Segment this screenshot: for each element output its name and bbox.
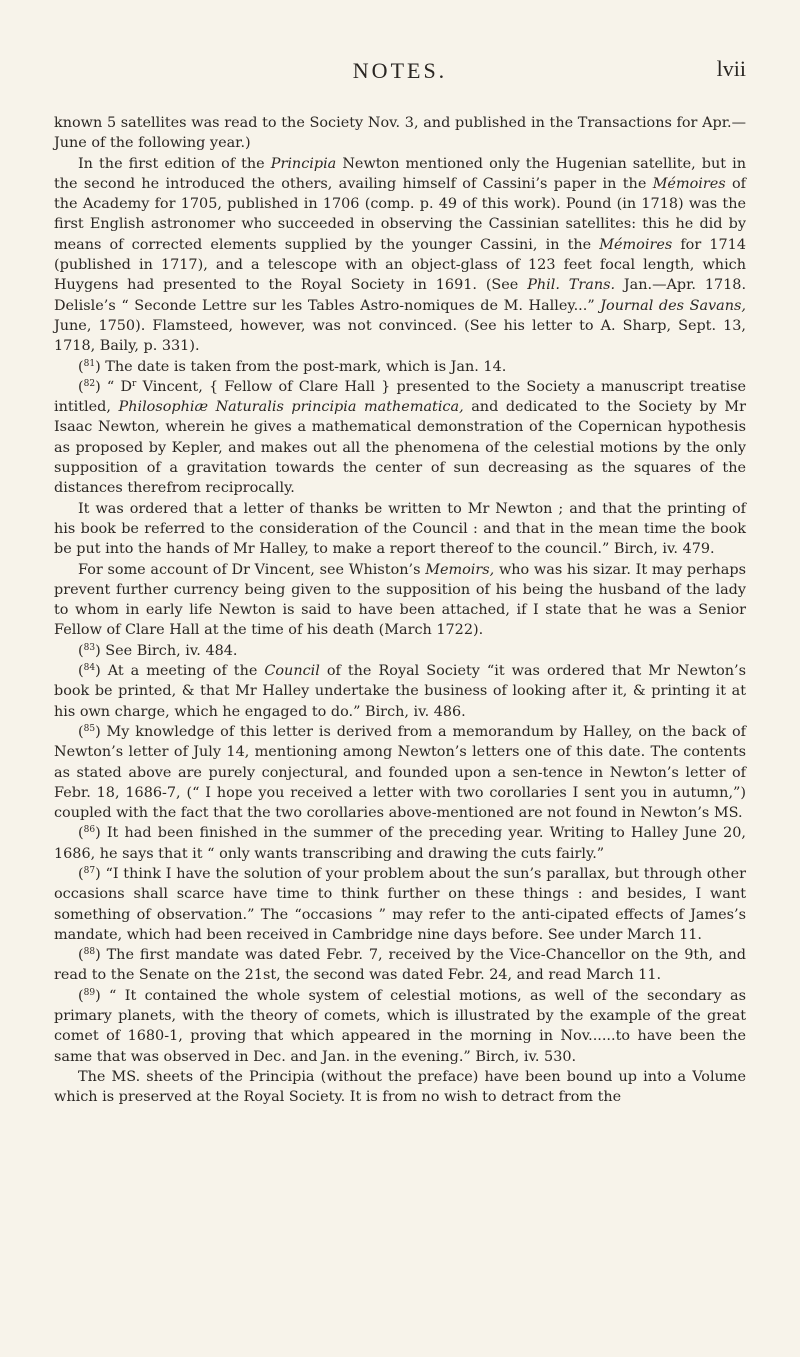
note-paragraph bbox=[54, 986, 746, 1067]
note-paragraph bbox=[54, 154, 746, 357]
note-paragraph bbox=[54, 560, 746, 641]
text-run: ( bbox=[78, 947, 84, 964]
running-header bbox=[54, 52, 746, 88]
text-run: Newton mentioned only the Hugenian satellite, but in the second he introduced the others, availing himself of Cassini’s paper in the bbox=[54, 155, 746, 192]
note-paragraph bbox=[54, 661, 746, 722]
text-run: ) My knowledge of this letter is derived from a memorandum by Halley, on the back of Newton’s letter of July 14, mentioning among Newton’s letters one of this date. The contents as stated above are purely conjectural, and founded upon a sen-tence in Newton’s letter of Febr. 18, 1686-7, (“ I hope you received a letter with two corollaries I sent you in autumn,”) coupled with the fact that the two corollaries above-mentioned are not found in Newton’s MS. bbox=[54, 723, 746, 822]
note-paragraph bbox=[54, 945, 746, 986]
text-run: ( bbox=[78, 642, 84, 659]
italic-title: Journal des Savans, bbox=[600, 297, 746, 314]
running-title: NOTES. bbox=[352, 58, 448, 83]
text-run: ) At a meeting of the bbox=[95, 663, 265, 680]
notes-body bbox=[54, 113, 746, 1108]
text-run: ) The first mandate was dated Febr. 7, received by the Vice-Chancellor on the 9th, and read to the Senate on the 21st, the second was dated Febr. 24, and read March 11. bbox=[54, 947, 746, 984]
italic-title: Mémoires bbox=[599, 236, 673, 253]
text-run: of the Royal Society “it was ordered that Mr Newton’s book be printed, & that Mr Halley undertake the business of looking after it, & printing it at his own charge, which he engaged to do.” Birch, iv. 486. bbox=[54, 663, 746, 720]
note-number: r bbox=[132, 378, 137, 389]
text-run: who was his sizar. It may perhaps prevent further currency being given to the supposition of his being the husband of the lady to whom in early life Newton is said to have been attached, if I state that he was a Senior Fellow of Clare Hall at the time of his death (March 1722). bbox=[54, 561, 746, 639]
text-run: ) It had been finished in the summer of the preceding year. Writing to Halley June 20, 1686, he says that it “ only wants transcribing and drawing the cuts fairly.” bbox=[54, 825, 746, 862]
italic-title: Principia bbox=[270, 155, 337, 172]
text-run: ) “I think I have the solution of your problem about the sun’s parallax, but through other occasions shall scarce have time to think further on these things : and besides, I want something of observation.” The “occasions ” may refer to the anti-cipated effects of James’s mandate, which had been received in Cambridge nine days before. See under March 11. bbox=[54, 865, 746, 943]
text-run: ( bbox=[78, 663, 84, 680]
italic-title: Mémoires bbox=[652, 175, 726, 192]
text-run: and dedicated to the Society by Mr Isaac Newton, wherein he gives a mathematical demonstration of the Copernican hypothesis as proposed by Kepler, and makes out all the phenomena of the celestial motions by the only supposition of a gravitation towards the center of sun decreasing as the squares of the distances therefrom reciprocally. bbox=[54, 399, 746, 497]
text-run: It was ordered that a letter of thanks be written to Mr Newton ; and that the printing of his book be referred to the consideration of the Council : and that in the mean time the book be put into the hands of Mr Halley, to make a report thereof to the council.” Birch, iv. 479. bbox=[54, 500, 746, 558]
note-paragraph bbox=[54, 641, 746, 661]
text-run: of the Academy for 1705, published in 1706 (comp. p. 49 of this work). Pound (in 1718) was the first English astronomer who succeeded in observing the Cassinian satellites: this he did by means of corrected elements supplied by the younger Cassini, in the bbox=[54, 175, 746, 253]
text-run: June, 1750). Flamsteed, however, was not convinced. (See his letter to A. Sharp, Sept. 13, 1718, Baily, p. 331). bbox=[54, 317, 746, 355]
note-number: 87 bbox=[83, 865, 96, 876]
text-run: ( bbox=[78, 378, 84, 395]
italic-title: Philosophiæ Naturalis principia mathematica, bbox=[118, 399, 464, 416]
text-run: ( bbox=[78, 865, 84, 882]
italic-title: Phil. Trans. bbox=[527, 277, 616, 294]
note-number: 84 bbox=[83, 663, 96, 674]
text-run: ( bbox=[78, 358, 84, 375]
text-run: ) The date is taken from the post-mark, which is Jan. 14. bbox=[95, 358, 507, 375]
note-number: 82 bbox=[83, 378, 96, 389]
note-paragraph bbox=[54, 722, 746, 823]
text-run: known 5 satellites was read to the Society Nov. 3, and published in the Transactions for Apr.—June of the following year.) bbox=[54, 115, 746, 152]
text-run: In the first edition of the bbox=[78, 155, 271, 172]
italic-title: Council bbox=[264, 663, 320, 680]
text-run: ) “ It contained the whole system of celestial motions, as well of the secondary as primary planets, with the theory of comets, which is illustrated by the example of the great comet of 1680-1, proving that which appeared in the morning in Nov......to have been the same that was observed in Dec. and Jan. in the evening.” Birch, iv. 530. bbox=[54, 987, 746, 1065]
text-run: ( bbox=[78, 723, 84, 740]
note-paragraph bbox=[54, 864, 746, 945]
note-paragraph bbox=[54, 499, 746, 560]
note-paragraph bbox=[54, 1067, 746, 1108]
note-paragraph bbox=[54, 823, 746, 864]
text-run: ( bbox=[78, 825, 84, 842]
text-run: for 1714 (published in 1717), and a telescope with an object-glass of 123 feet focal length, which Huygens had presented to the Royal Society in 1691. (See bbox=[54, 236, 746, 294]
text-run: Vincent, { Fellow of Clare Hall } presented to the Society a manuscript treatise intitled, bbox=[54, 378, 746, 416]
page-number: lvii bbox=[716, 56, 746, 81]
text-run: ) See Birch, iv. 484. bbox=[95, 642, 238, 659]
text-run: ( bbox=[78, 987, 84, 1004]
text-run: Jan.—Apr. 1718. Delisle’s “ Seconde Lettre sur les Tables Astro-nomiques de M. Halley...” bbox=[54, 277, 747, 314]
note-number: 89 bbox=[83, 987, 96, 998]
note-number: 83 bbox=[83, 642, 96, 653]
italic-title: Memoirs, bbox=[425, 561, 495, 578]
note-number: 85 bbox=[83, 723, 96, 734]
note-paragraph bbox=[54, 113, 746, 154]
text-run: The MS. sheets of the Principia (without the preface) have been bound up into a Volume which is preserved at the Royal Society. It is from no wish to detract from the bbox=[54, 1068, 746, 1106]
note-number: 86 bbox=[83, 825, 96, 836]
text-run: For some account of Dr Vincent, see Whiston’s bbox=[78, 561, 426, 578]
note-number: 88 bbox=[83, 947, 96, 958]
note-number: 81 bbox=[83, 358, 96, 369]
note-paragraph bbox=[54, 377, 746, 499]
text-run: ) “ D bbox=[95, 378, 133, 395]
note-paragraph bbox=[54, 357, 746, 377]
